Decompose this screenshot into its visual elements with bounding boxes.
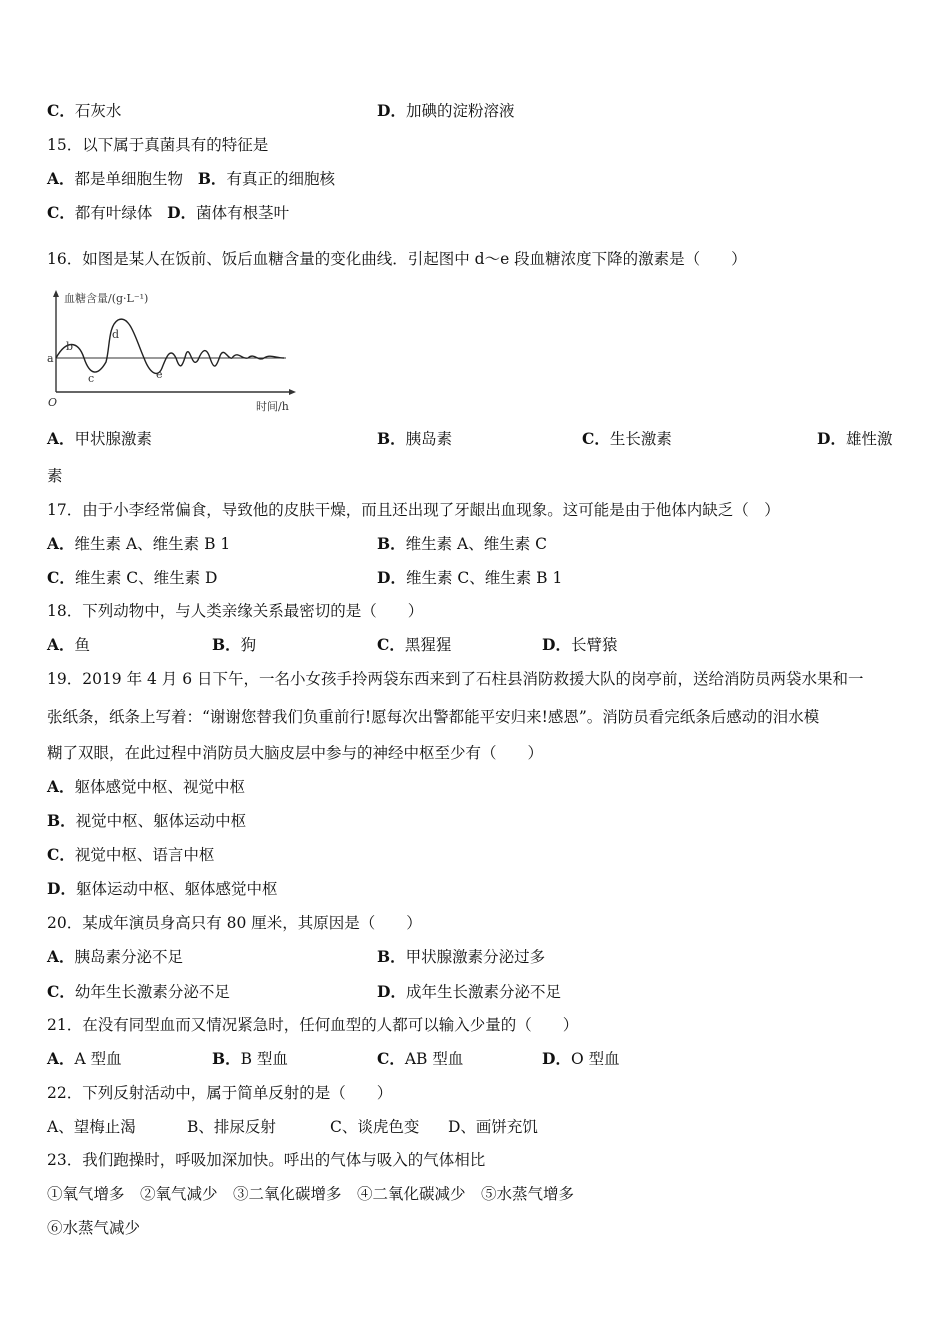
- x-axis-arrow: [289, 389, 296, 395]
- x-axis-label: 时间/h: [256, 400, 289, 413]
- q14-option-c: C．石灰水: [47, 101, 122, 120]
- q18-option-d: D．长臂猿: [542, 635, 618, 654]
- glucose-curve: [56, 319, 284, 373]
- blood-glucose-chart: [44, 288, 304, 416]
- q21-option-d: D．O 型血: [542, 1049, 620, 1068]
- y-axis-arrow: [53, 290, 59, 297]
- q17-option-a: A．维生素 A、维生素 B 1: [47, 534, 231, 553]
- origin-label: O: [48, 396, 58, 409]
- q23-items-line2: ⑥水蒸气减少: [47, 1219, 141, 1237]
- q19-option-b: B．视觉中枢、躯体运动中枢: [47, 811, 247, 830]
- q14-option-d: D．加碘的淀粉溶液: [377, 101, 515, 120]
- q16-option-d: D．雄性激: [817, 429, 893, 448]
- point-label-b: b: [66, 340, 74, 353]
- q15-options-row1: A．都是单细胞生物 B．有真正的细胞核: [47, 169, 335, 188]
- q22-option-d: D、画饼充饥: [448, 1118, 538, 1136]
- q21-option-b: B．B 型血: [212, 1049, 288, 1068]
- q21-option-c: C．AB 型血: [377, 1049, 464, 1068]
- point-label-c: c: [88, 372, 95, 385]
- point-label-e: e: [156, 368, 163, 381]
- q16-option-d-wrap: 素: [47, 467, 63, 485]
- y-axis-label: 血糖含量/(g·L⁻¹): [64, 292, 149, 305]
- q15-stem: 15．以下属于真菌具有的特征是: [47, 136, 269, 154]
- q21-stem: 21．在没有同型血而又情况紧急时，任何血型的人都可以输入少量的（ ）: [47, 1016, 579, 1034]
- q16-option-a: A．甲状腺激素: [47, 429, 153, 448]
- q19-option-a: A．躯体感觉中枢、视觉中枢: [47, 777, 246, 796]
- q20-option-d: D．成年生长激素分泌不足: [377, 982, 561, 1001]
- q19-stem-line3: 糊了双眼，在此过程中消防员大脑皮层中参与的神经中枢至少有（ ）: [47, 744, 544, 762]
- q22-option-b: B、排尿反射: [187, 1118, 276, 1136]
- q21-option-a: A．A 型血: [47, 1049, 122, 1068]
- q22-option-c: C、谈虎色变: [330, 1118, 420, 1136]
- point-label-a: a: [47, 352, 54, 365]
- q19-stem-line1: 19．2019 年 4 月 6 日下午，一名小女孩手拎两袋东西来到了石柱县消防救援大队的岗亭前，送给消防员两袋水果和一: [47, 670, 864, 688]
- q19-option-c: C．视觉中枢、语言中枢: [47, 845, 215, 864]
- q19-stem-line2: 张纸条，纸条上写着：“谢谢您替我们负重前行!愿每次出警都能平安归来!感恩”。消防员看完纸条后感动的泪水模: [47, 708, 820, 726]
- q18-stem: 18．下列动物中，与人类亲缘关系最密切的是（ ）: [47, 602, 424, 620]
- q16-option-c: C．生长激素: [582, 429, 672, 448]
- q17-stem: 17．由于小李经常偏食，导致他的皮肤干燥，而且还出现了牙龈出血现象。这可能是由于他体内缺乏（ ）: [47, 501, 780, 519]
- q18-option-c: C．黑猩猩: [377, 635, 452, 654]
- q18-option-a: A．鱼: [47, 635, 91, 654]
- q20-option-a: A．胰岛素分泌不足: [47, 947, 184, 966]
- q17-option-b: B．维生素 A、维生素 C: [377, 534, 548, 553]
- q17-option-d: D．维生素 C、维生素 B 1: [377, 568, 563, 587]
- q20-option-b: B．甲状腺激素分泌过多: [377, 947, 546, 966]
- q16-stem: 16．如图是某人在饭前、饭后血糖含量的变化曲线．引起图中 d～e 段血糖浓度下降的激素是（ ）: [47, 250, 747, 268]
- q22-stem: 22．下列反射活动中，属于简单反射的是（ ）: [47, 1084, 393, 1102]
- q19-option-d: D．躯体运动中枢、躯体感觉中枢: [47, 879, 278, 898]
- q18-option-b: B．狗: [212, 635, 257, 654]
- q20-stem: 20．某成年演员身高只有 80 厘米，其原因是（ ）: [47, 914, 422, 932]
- q16-option-b: B．胰岛素: [377, 429, 453, 448]
- q20-option-c: C．幼年生长激素分泌不足: [47, 982, 230, 1001]
- q23-stem: 23．我们跑操时，呼吸加深加快。呼出的气体与吸入的气体相比: [47, 1151, 486, 1169]
- q17-option-c: C．维生素 C、维生素 D: [47, 568, 218, 587]
- point-label-d: d: [112, 328, 120, 341]
- q22-option-a: A、望梅止渴: [47, 1118, 136, 1136]
- q15-options-row2: C．都有叶绿体 D．菌体有根茎叶: [47, 203, 290, 222]
- q23-items-line1: ①氧气增多 ②氧气减少 ③二氧化碳增多 ④二氧化碳减少 ⑤水蒸气增多: [47, 1185, 575, 1203]
